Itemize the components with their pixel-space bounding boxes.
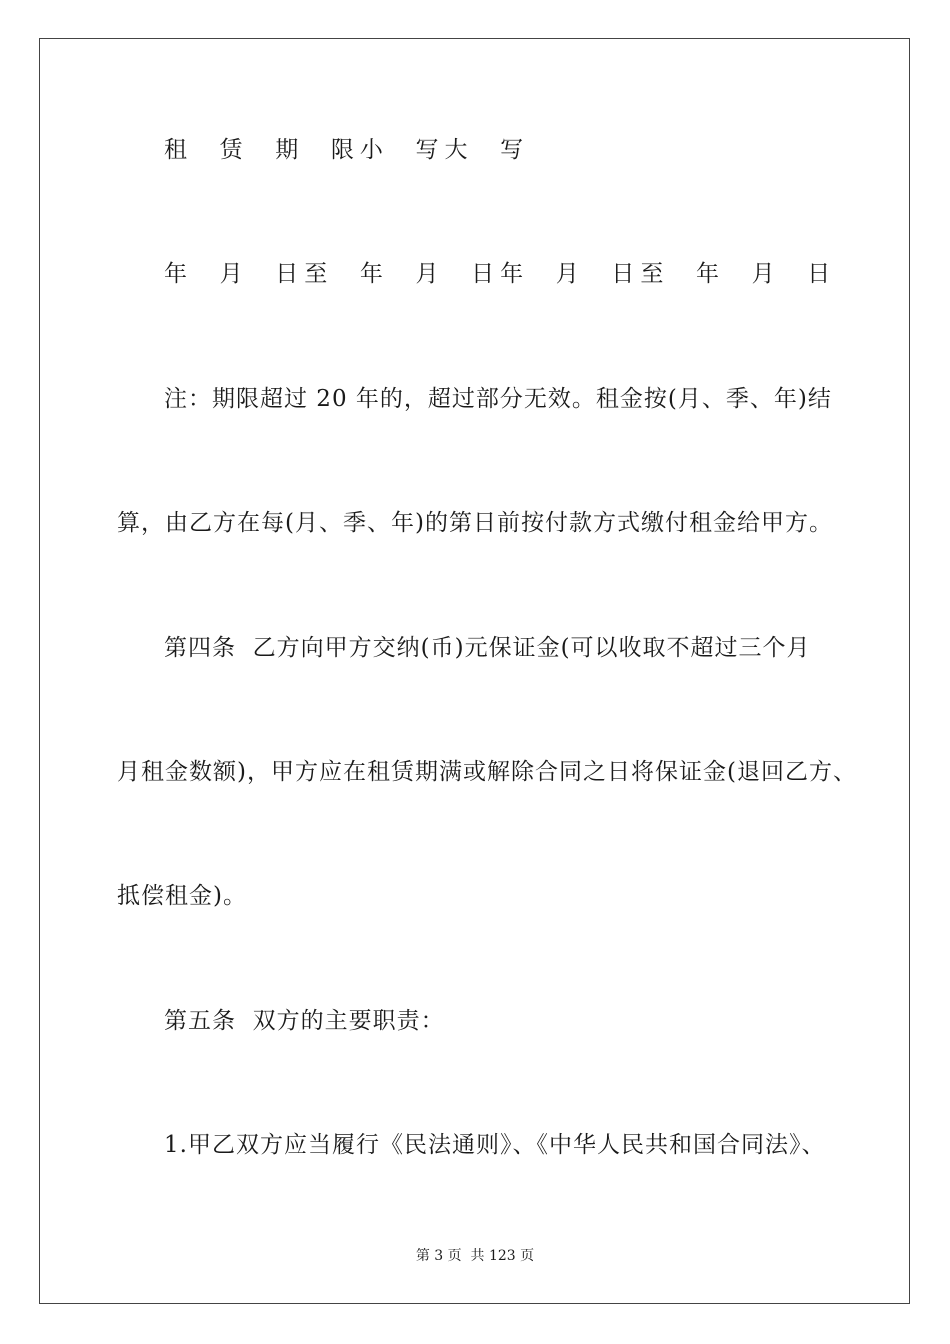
text-line-article-five: 第五条 双方的主要职责： (164, 1008, 445, 1034)
page-footer: 第 3 页 共 123 页 (415, 1248, 535, 1264)
text-line-note-term-limit: 注：期限超过 20 年的，超过部分无效。租金按(月、季、年)结 (164, 386, 832, 412)
page-border (39, 38, 910, 1304)
text-line-date-range: 年 月 日至 年 月 日年 月 日至 年 月 日 (164, 261, 837, 287)
text-line-article-four: 第四条 乙方向甲方交纳(币)元保证金(可以收取不超过三个月 (164, 635, 811, 661)
text-line-deposit-return: 月租金数额)，甲方应在租赁期满或解除合同之日将保证金(退回乙方、 (117, 759, 857, 785)
text-line-rent-offset: 抵偿租金)。 (117, 883, 247, 909)
text-line-payment-settlement: 算，由乙方在每(月、季、年)的第日前按付款方式缴付租金给甲方。 (117, 510, 833, 536)
text-line-duty-one: 1.甲乙双方应当履行《民法通则》、《中华人民共和国合同法》、 (164, 1132, 826, 1158)
text-line-lease-term-header: 租 赁 期 限小 写大 写 (164, 137, 530, 163)
